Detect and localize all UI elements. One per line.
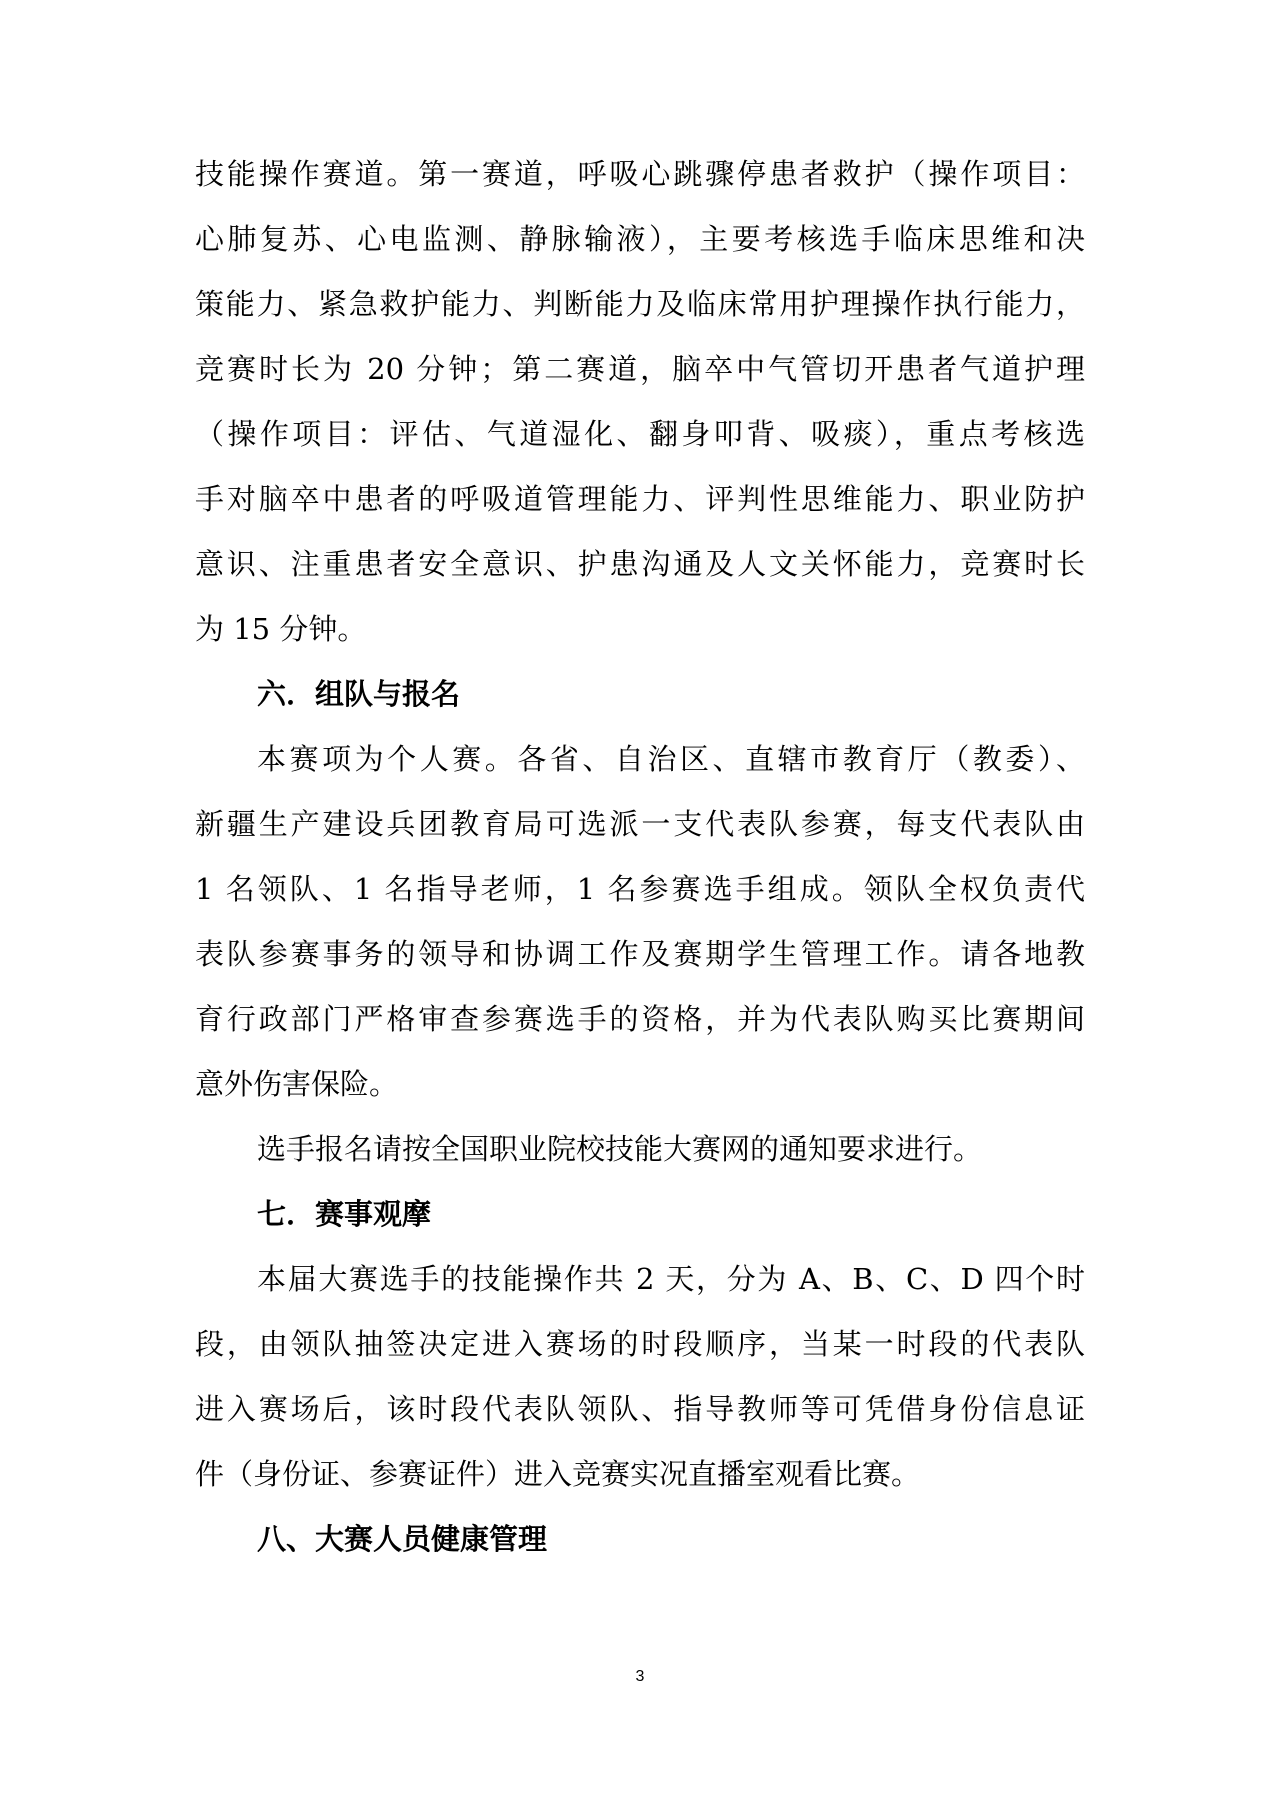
text-line: （操作项目：评估、气道湿化、翻身叩背、吸痰），重点考核选 [195, 417, 1085, 451]
paragraph-team-composition [195, 727, 1085, 1117]
section-heading-team-registration: 六．组队与报名 [257, 677, 461, 711]
text-line: 策能力、紧急救护能力、判断能力及临床常用护理操作执行能力， [195, 287, 1085, 321]
text-line: 心肺复苏、心电监测、静脉输液），主要考核选手临床思维和决 [195, 222, 1085, 256]
paragraph-registration-note [195, 1117, 1085, 1182]
section-heading-observation: 七．赛事观摩 [257, 1197, 432, 1231]
text-line: 竞赛时长为 20 分钟；第二赛道，脑卒中气管切开患者气道护理 [195, 352, 1085, 386]
text-line: 育行政部门严格审查参赛选手的资格，并为代表队购买比赛期间 [195, 1002, 1085, 1036]
text-line: 意识、注重患者安全意识、护患沟通及人文关怀能力，竞赛时长 [195, 547, 1085, 581]
paragraph-event-tracks [195, 142, 1085, 662]
text-line: 为 15 分钟。 [195, 612, 367, 646]
section-heading-health-management: 八、大赛人员健康管理 [257, 1522, 548, 1556]
text-line: 手对脑卒中患者的呼吸道管理能力、评判性思维能力、职业防护 [195, 482, 1085, 516]
text-line: 1 名领队、1 名指导老师，1 名参赛选手组成。领队全权负责代 [195, 872, 1085, 906]
document-body [195, 142, 1085, 1572]
text-line: 表队参赛事务的领导和协调工作及赛期学生管理工作。请各地教 [195, 937, 1085, 971]
text-line: 意外伤害保险。 [195, 1067, 399, 1101]
text-line: 新疆生产建设兵团教育局可选派一支代表队参赛，每支代表队由 [195, 807, 1085, 841]
text-line: 技能操作赛道。第一赛道，呼吸心跳骤停患者救护（操作项目： [195, 157, 1085, 191]
text-line: 选手报名请按全国职业院校技能大赛网的通知要求进行。 [257, 1132, 983, 1166]
text-line: 段，由领队抽签决定进入赛场的时段顺序，当某一时段的代表队 [195, 1327, 1085, 1361]
text-line: 本赛项为个人赛。各省、自治区、直辖市教育厅（教委）、 [257, 742, 1085, 776]
paragraph-observation [195, 1247, 1085, 1507]
page-number: 3 [635, 1668, 645, 1685]
text-line: 本届大赛选手的技能操作共 2 天，分为 A、B、C、D 四个时 [257, 1262, 1085, 1296]
text-line: 进入赛场后，该时段代表队领队、指导教师等可凭借身份信息证 [195, 1392, 1085, 1426]
text-line: 件（身份证、参赛证件）进入竞赛实况直播室观看比赛。 [195, 1457, 921, 1491]
